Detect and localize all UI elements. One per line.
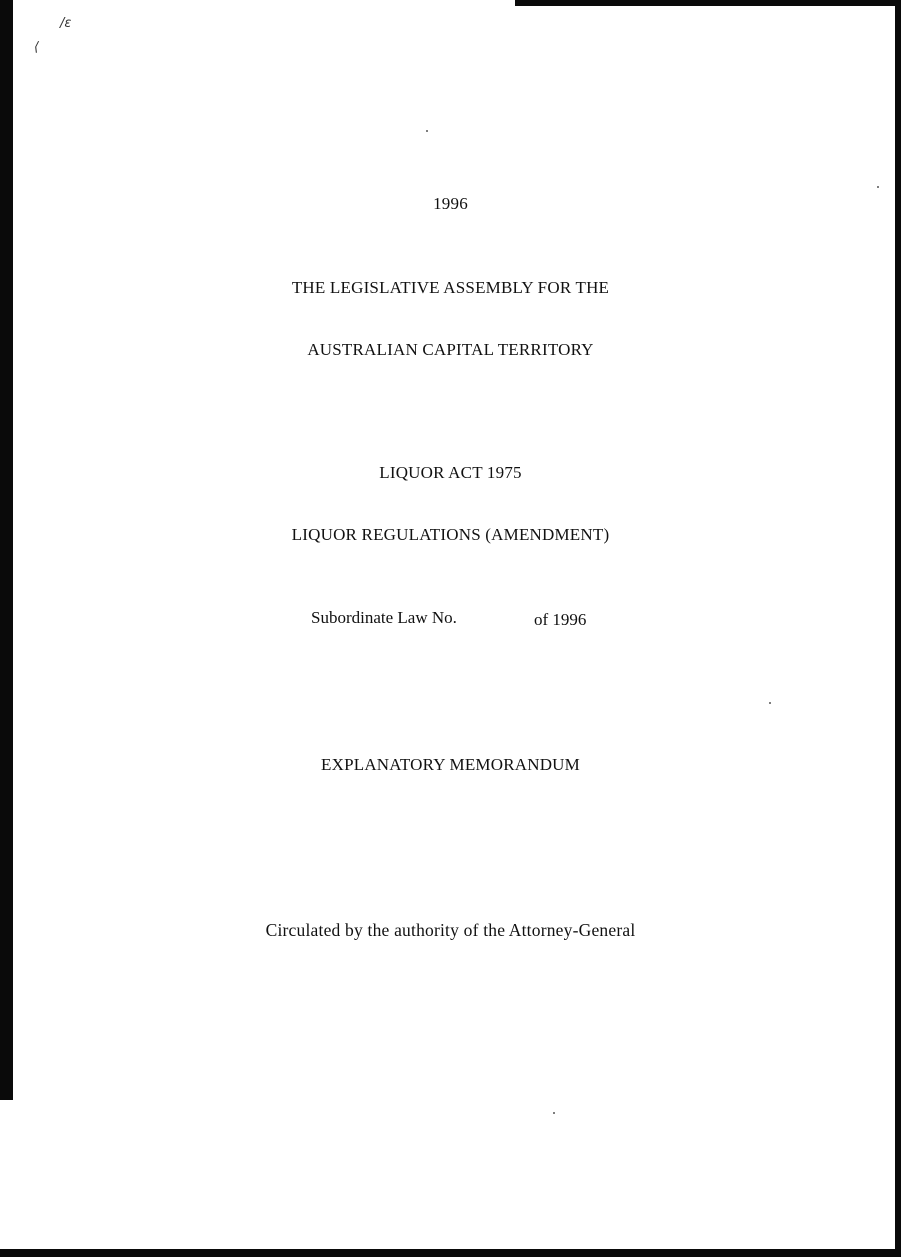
regulations-title: LIQUOR REGULATIONS (AMENDMENT) <box>291 525 610 544</box>
scan-speck <box>426 130 428 132</box>
scan-speck <box>553 1112 555 1114</box>
assembly-heading-line1: THE LEGISLATIVE ASSEMBLY FOR THE <box>291 278 610 297</box>
circulated-by-line: Circulated by the authority of the Attorney-General <box>265 920 636 940</box>
subordinate-law-year: of 1996 <box>534 610 587 629</box>
scan-speck <box>769 702 771 704</box>
scan-speck <box>877 186 879 188</box>
document-year: 1996 <box>433 194 468 213</box>
handwritten-mark: ⟨ <box>34 40 40 55</box>
assembly-heading-line2: AUSTRALIAN CAPITAL TERRITORY <box>307 340 594 359</box>
scan-border-top <box>515 0 901 6</box>
act-title: LIQUOR ACT 1975 <box>379 463 522 482</box>
scan-border-bottom <box>0 1249 901 1257</box>
subordinate-law-label: Subordinate Law No. <box>311 608 457 627</box>
handwritten-mark: /ɛ <box>60 16 72 31</box>
memorandum-title: EXPLANATORY MEMORANDUM <box>321 755 580 774</box>
